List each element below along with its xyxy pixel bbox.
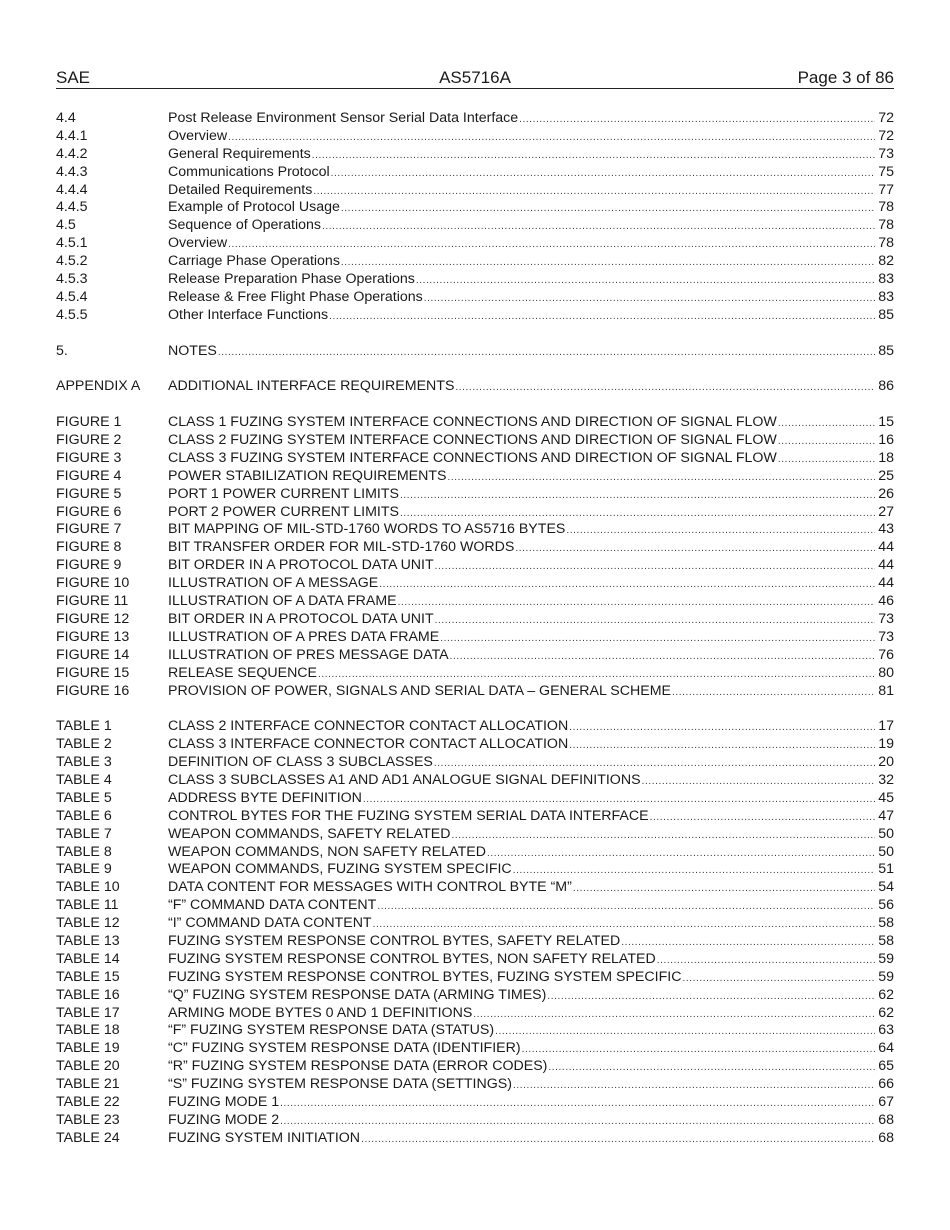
toc-entry-title: FUZING SYSTEM RESPONSE CONTROL BYTES, SAFETY RELATED <box>168 932 621 949</box>
toc-entry-title: “F” COMMAND DATA CONTENT <box>168 897 377 914</box>
dot-leader <box>331 165 875 183</box>
toc-entry-title: Sequence of Operations <box>168 217 322 234</box>
toc-entry-number: TABLE 21 <box>56 1076 120 1093</box>
toc-entry[interactable] <box>56 915 894 933</box>
toc-entry[interactable] <box>56 253 894 271</box>
toc-entry-number: TABLE 11 <box>56 897 119 914</box>
toc-entry[interactable] <box>56 826 894 844</box>
toc-entry-page: 78 <box>878 199 894 216</box>
toc-entry-page: 32 <box>878 771 894 788</box>
toc-entry-number: FIGURE 4 <box>56 467 122 484</box>
toc-entry-page: 59 <box>878 968 894 985</box>
toc-entry-number: FIGURE 16 <box>56 682 130 699</box>
toc-entry[interactable] <box>56 647 894 665</box>
toc-entry-number: FIGURE 9 <box>56 557 122 574</box>
toc-entry-number: TABLE 4 <box>56 771 112 788</box>
dot-leader <box>455 379 875 397</box>
toc-entry[interactable] <box>56 611 894 629</box>
toc-entry-page: 73 <box>878 610 894 627</box>
toc-entry-page: 82 <box>878 253 894 270</box>
toc-entry-title: DATA CONTENT FOR MESSAGES WITH CONTROL BYTE “M” <box>168 879 572 896</box>
dot-leader <box>569 737 875 755</box>
toc-entry-number: 4.4.2 <box>56 145 88 162</box>
toc-entry[interactable] <box>56 683 894 701</box>
dot-leader <box>341 200 875 218</box>
toc-entry[interactable] <box>56 289 894 307</box>
toc-entry-number: TABLE 7 <box>56 825 112 842</box>
toc-entry-page: 56 <box>878 897 894 914</box>
toc-entry[interactable] <box>56 1094 894 1112</box>
toc-entry[interactable] <box>56 933 894 951</box>
dot-leader <box>341 254 875 272</box>
toc-entry-page: 85 <box>878 306 894 323</box>
toc-entry-page: 45 <box>878 789 894 806</box>
toc-entry-page: 15 <box>878 414 894 431</box>
toc-entry[interactable] <box>56 879 894 897</box>
toc-entry[interactable] <box>56 128 894 146</box>
toc-entry[interactable] <box>56 146 894 164</box>
dot-leader <box>682 970 875 988</box>
toc-entry-page: 83 <box>878 271 894 288</box>
toc-entry-title: Overview <box>168 127 228 144</box>
toc-entry-title: “F” FUZING SYSTEM RESPONSE DATA (STATUS) <box>168 1022 495 1039</box>
toc-entry-title: PORT 1 POWER CURRENT LIMITS <box>168 485 399 502</box>
toc-entry-page: 44 <box>878 557 894 574</box>
dot-leader <box>416 272 875 290</box>
toc-entry-title: CLASS 2 FUZING SYSTEM INTERFACE CONNECTIONS AND DIRECTION OF SIGNAL FLOW <box>168 432 777 449</box>
toc-entry-number: TABLE 9 <box>56 861 112 878</box>
toc-entry-title: FUZING SYSTEM RESPONSE CONTROL BYTES, NON SAFETY RELATED <box>168 950 656 967</box>
toc-entry-page: 73 <box>878 628 894 645</box>
toc-entry[interactable] <box>56 307 894 325</box>
toc-entry[interactable] <box>56 1058 894 1076</box>
dot-leader <box>548 1059 875 1077</box>
dot-leader <box>440 630 875 648</box>
toc-entry-page: 68 <box>878 1111 894 1128</box>
toc-entry[interactable] <box>56 593 894 611</box>
toc-entry[interactable] <box>56 217 894 235</box>
toc-entry-number: 4.5.1 <box>56 235 88 252</box>
toc-entry[interactable] <box>56 1130 894 1148</box>
toc-entry-title: ILLUSTRATION OF A MESSAGE <box>168 575 379 592</box>
toc-entry-number: FIGURE 15 <box>56 664 130 681</box>
toc-entry[interactable] <box>56 665 894 683</box>
toc-entry-page: 85 <box>878 342 894 359</box>
toc-entry-page: 58 <box>878 932 894 949</box>
dot-leader <box>434 755 875 773</box>
toc-entry-page: 66 <box>878 1076 894 1093</box>
toc-entry[interactable] <box>56 164 894 182</box>
toc-entry-page: 63 <box>878 1022 894 1039</box>
dot-leader <box>473 1006 875 1024</box>
dot-leader <box>650 809 875 827</box>
dot-leader <box>312 147 875 165</box>
toc-entry[interactable] <box>56 378 894 396</box>
toc-entry-title: BIT TRANSFER ORDER FOR MIL-STD-1760 WORDS <box>168 539 515 556</box>
dot-leader <box>448 469 875 487</box>
toc-entry[interactable] <box>56 271 894 289</box>
toc-entry[interactable] <box>56 808 894 826</box>
toc-entry-title: CLASS 3 FUZING SYSTEM INTERFACE CONNECTIONS AND DIRECTION OF SIGNAL FLOW <box>168 449 777 466</box>
toc-entry[interactable] <box>56 1076 894 1094</box>
toc-entry-page: 20 <box>878 754 894 771</box>
toc-entry[interactable] <box>56 468 894 486</box>
toc-entry[interactable] <box>56 539 894 557</box>
toc-entry-title: “Q” FUZING SYSTEM RESPONSE DATA (ARMING TIMES) <box>168 986 547 1003</box>
toc-entry-number: TABLE 24 <box>56 1129 120 1146</box>
toc-entry-number: TABLE 3 <box>56 754 112 771</box>
toc-entry-page: 78 <box>878 217 894 234</box>
dot-leader <box>313 183 875 201</box>
toc-entry-title: Post Release Environment Sensor Serial Data Interface <box>168 110 519 126</box>
dot-leader <box>379 576 875 594</box>
toc-entry-number: TABLE 13 <box>56 932 120 949</box>
dot-leader <box>573 880 875 898</box>
toc-entry-page: 47 <box>878 807 894 824</box>
dot-leader <box>519 111 875 129</box>
toc-entry-number: TABLE 17 <box>56 1004 120 1021</box>
toc-entry[interactable] <box>56 182 894 200</box>
toc-entry[interactable] <box>56 790 894 808</box>
toc-entry-page: 18 <box>878 449 894 466</box>
toc-entry-number: TABLE 18 <box>56 1022 120 1039</box>
dot-leader <box>228 129 875 147</box>
toc-entry-title: WEAPON COMMANDS, SAFETY RELATED <box>168 825 451 842</box>
dot-leader <box>778 433 875 451</box>
toc-entry-number: FIGURE 7 <box>56 521 122 538</box>
header-page-number: Page 3 of 86 <box>797 68 894 87</box>
toc-entry-number: APPENDIX A <box>56 378 141 395</box>
toc-entry-number: 4.5.5 <box>56 306 88 323</box>
section-gap <box>56 700 894 718</box>
toc-entry[interactable] <box>56 1022 894 1040</box>
header-doc-number: AS5716A <box>439 68 511 87</box>
section-gap <box>56 360 894 378</box>
header-org: SAE <box>56 68 91 87</box>
toc-entry-page: 72 <box>878 127 894 144</box>
toc-entry-page: 44 <box>878 539 894 556</box>
dot-leader <box>569 719 875 737</box>
toc-entry-title: FUZING SYSTEM RESPONSE CONTROL BYTES, FUZING SYSTEM SPECIFIC <box>168 968 682 985</box>
dot-leader <box>435 612 875 630</box>
toc-entry-title: ARMING MODE BYTES 0 AND 1 DEFINITIONS <box>168 1004 473 1021</box>
toc-entry-title: Release & Free Flight Phase Operations <box>168 288 423 305</box>
dot-leader <box>400 505 875 523</box>
dot-leader <box>363 791 875 809</box>
dot-leader <box>451 827 875 845</box>
toc-entry-number: FIGURE 3 <box>56 449 122 466</box>
toc-entry-title: Example of Protocol Usage <box>168 199 340 216</box>
toc-entry-page: 19 <box>878 736 894 753</box>
toc-entry-number: TABLE 8 <box>56 843 112 860</box>
toc-entry-page: 67 <box>878 1093 894 1110</box>
dot-leader <box>228 236 875 254</box>
dot-leader <box>280 1113 875 1131</box>
dot-leader <box>778 415 875 433</box>
toc-entry[interactable] <box>56 629 894 647</box>
toc-entry[interactable] <box>56 235 894 253</box>
dot-leader <box>778 451 875 469</box>
toc-entry[interactable] <box>56 504 894 522</box>
toc-entry-number: FIGURE 12 <box>56 610 130 627</box>
toc-entry-title: BIT ORDER IN A PROTOCOL DATA UNIT <box>168 557 434 574</box>
toc-entry-title: ILLUSTRATION OF A DATA FRAME <box>168 593 397 610</box>
section-gap <box>56 396 894 414</box>
toc-entry-number: 4.5.2 <box>56 253 88 270</box>
toc-entry-number: TABLE 6 <box>56 807 112 824</box>
toc-entry-number: TABLE 5 <box>56 789 112 806</box>
toc-entry-title: RELEASE SEQUENCE <box>168 664 318 681</box>
toc-entry-title: ILLUSTRATION OF PRES MESSAGE DATA <box>168 646 449 663</box>
toc-entry-title: CONTROL BYTES FOR THE FUZING SYSTEM SERIAL DATA INTERFACE <box>168 807 649 824</box>
toc-entry-page: 65 <box>878 1058 894 1075</box>
dot-leader <box>218 344 875 362</box>
toc-entry[interactable] <box>56 199 894 217</box>
toc-entry-title: CLASS 2 INTERFACE CONNECTOR CONTACT ALLOCATION <box>168 718 569 735</box>
toc-entry-title: CLASS 3 INTERFACE CONNECTOR CONTACT ALLOCATION <box>168 736 569 753</box>
toc-entry-title: “S” FUZING SYSTEM RESPONSE DATA (SETTINGS) <box>168 1076 512 1093</box>
dot-leader <box>515 540 875 558</box>
toc-entry-page: 83 <box>878 288 894 305</box>
toc-entry-title: POWER STABILIZATION REQUIREMENTS <box>168 467 447 484</box>
toc-entry-title: FUZING MODE 1 <box>168 1093 280 1110</box>
toc-entry-page: 81 <box>878 682 894 699</box>
toc-entry-page: 76 <box>878 646 894 663</box>
toc-entry-page: 77 <box>878 181 894 198</box>
toc-entry-number: TABLE 14 <box>56 950 120 967</box>
toc-entry-page: 16 <box>878 432 894 449</box>
toc-entry-page: 86 <box>878 378 894 395</box>
toc-entry-number: TABLE 12 <box>56 915 120 932</box>
toc-entry-page: 54 <box>878 879 894 896</box>
toc-entry-title: “C” FUZING SYSTEM RESPONSE DATA (IDENTIFIER) <box>168 1040 521 1057</box>
toc-entry-page: 17 <box>878 718 894 735</box>
toc-entry-page: 73 <box>878 145 894 162</box>
toc-entry-number: 4.4.5 <box>56 199 88 216</box>
toc-entry[interactable] <box>56 1040 894 1058</box>
toc-entry-title: Other Interface Functions <box>168 306 329 323</box>
dot-leader <box>361 1131 875 1149</box>
page-header <box>56 66 894 89</box>
toc-entry[interactable] <box>56 575 894 593</box>
toc-entry-page: 62 <box>878 1004 894 1021</box>
toc-entry-title: Overview <box>168 235 228 252</box>
toc-entry[interactable] <box>56 450 894 468</box>
toc-entry-page: 27 <box>878 503 894 520</box>
toc-entry[interactable] <box>56 414 894 432</box>
toc-entry-title: BIT ORDER IN A PROTOCOL DATA UNIT <box>168 610 434 627</box>
section-gap <box>56 325 894 343</box>
toc-entry-title: ADDRESS BYTE DEFINITION <box>168 789 362 806</box>
toc-entry-number: 4.5.3 <box>56 271 88 288</box>
toc-entry[interactable] <box>56 951 894 969</box>
toc-entry[interactable] <box>56 754 894 772</box>
toc-entry-page: 62 <box>878 986 894 1003</box>
toc-entry-page: 59 <box>878 950 894 967</box>
toc-entry-number: TABLE 15 <box>56 968 120 985</box>
toc-entry-number: TABLE 1 <box>56 718 112 735</box>
dot-leader <box>424 290 875 308</box>
toc-entry-title: FUZING MODE 2 <box>168 1111 280 1128</box>
toc-entry-title: Detailed Requirements <box>168 181 313 198</box>
toc-entry[interactable] <box>56 772 894 790</box>
dot-leader <box>487 845 875 863</box>
toc-entry-title: Carriage Phase Operations <box>168 253 340 270</box>
toc-entry-number: FIGURE 6 <box>56 503 122 520</box>
toc-entry-title: NOTES <box>168 342 217 359</box>
toc-entry-title: WEAPON COMMANDS, NON SAFETY RELATED <box>168 843 486 860</box>
toc-entry[interactable] <box>56 844 894 862</box>
dot-leader <box>495 1023 875 1041</box>
toc-entry-number: 5. <box>56 342 68 359</box>
toc-entry-page: 43 <box>878 521 894 538</box>
dot-leader <box>329 308 875 326</box>
dot-leader <box>672 684 875 702</box>
toc-entry-title: BIT MAPPING OF MIL-STD-1760 WORDS TO AS5716 BYTES <box>168 521 566 538</box>
toc-entry-title: Release Preparation Phase Operations <box>168 271 415 288</box>
toc-entry-title: DEFINITION OF CLASS 3 SUBCLASSES <box>168 754 433 771</box>
dot-leader <box>657 952 875 970</box>
dot-leader <box>318 666 875 684</box>
dot-leader <box>373 916 875 934</box>
toc-entry-title: FUZING SYSTEM INITIATION <box>168 1129 361 1146</box>
toc-entry-title: Communications Protocol <box>168 163 330 180</box>
toc-entry-number: TABLE 19 <box>56 1040 120 1057</box>
toc-entry-page: 44 <box>878 575 894 592</box>
toc-entry-number: FIGURE 5 <box>56 485 122 502</box>
toc-entry-page: 26 <box>878 485 894 502</box>
toc-entry-title: ADDITIONAL INTERFACE REQUIREMENTS <box>168 378 455 395</box>
dot-leader <box>322 218 875 236</box>
toc-entry-number: TABLE 16 <box>56 986 120 1003</box>
toc-entry-page: 50 <box>878 843 894 860</box>
toc-entry-number: FIGURE 13 <box>56 628 130 645</box>
toc-entry[interactable] <box>56 343 894 361</box>
toc-entry-number: TABLE 2 <box>56 736 112 753</box>
toc-entry[interactable] <box>56 432 894 450</box>
dot-leader <box>398 594 875 612</box>
toc-entry-number: FIGURE 8 <box>56 539 122 556</box>
dot-leader <box>400 487 875 505</box>
toc-entry[interactable] <box>56 557 894 575</box>
toc-entry[interactable] <box>56 1005 894 1023</box>
toc-entry[interactable] <box>56 861 894 879</box>
toc-entry-title: ILLUSTRATION OF A PRES DATA FRAME <box>168 628 440 645</box>
toc-entry[interactable] <box>56 110 894 128</box>
toc-entry-number: 4.4 <box>56 110 76 126</box>
toc-entry-page: 72 <box>878 110 894 126</box>
toc-entry-number: 4.4.1 <box>56 127 88 144</box>
toc-entry[interactable] <box>56 718 894 736</box>
dot-leader <box>513 1077 875 1095</box>
toc-entry[interactable] <box>56 987 894 1005</box>
dot-leader <box>513 862 875 880</box>
toc-entry-page: 64 <box>878 1040 894 1057</box>
toc-entry-title: PORT 2 POWER CURRENT LIMITS <box>168 503 399 520</box>
toc-entry-number: FIGURE 2 <box>56 432 122 449</box>
dot-leader <box>435 558 875 576</box>
toc-entry-number: FIGURE 11 <box>56 593 129 610</box>
toc-entry-page: 50 <box>878 825 894 842</box>
toc-entry-number: FIGURE 1 <box>56 414 122 431</box>
table-of-contents <box>56 110 894 1148</box>
toc-entry-page: 25 <box>878 467 894 484</box>
toc-entry-title: WEAPON COMMANDS, FUZING SYSTEM SPECIFIC <box>168 861 512 878</box>
toc-entry-title: CLASS 3 SUBCLASSES A1 AND AD1 ANALOGUE SIGNAL DEFINITIONS <box>168 771 641 788</box>
toc-entry-page: 68 <box>878 1129 894 1146</box>
toc-entry-page: 51 <box>878 861 894 878</box>
toc-entry-page: 58 <box>878 915 894 932</box>
toc-entry-title: CLASS 1 FUZING SYSTEM INTERFACE CONNECTIONS AND DIRECTION OF SIGNAL FLOW <box>168 414 777 431</box>
dot-leader <box>642 773 875 791</box>
toc-entry-page: 78 <box>878 235 894 252</box>
toc-entry[interactable] <box>56 521 894 539</box>
dot-leader <box>547 988 875 1006</box>
dot-leader <box>450 648 875 666</box>
toc-entry-number: TABLE 20 <box>56 1058 120 1075</box>
dot-leader <box>566 522 875 540</box>
toc-entry-page: 46 <box>878 593 894 610</box>
toc-entry-title: PROVISION OF POWER, SIGNALS AND SERIAL DATA – GENERAL SCHEME <box>168 682 671 699</box>
toc-entry-number: TABLE 22 <box>56 1093 120 1110</box>
toc-entry-number: FIGURE 14 <box>56 646 130 663</box>
toc-entry-title: General Requirements <box>168 145 311 162</box>
toc-entry[interactable] <box>56 486 894 504</box>
toc-entry-page: 75 <box>878 163 894 180</box>
toc-entry-title: “I” COMMAND DATA CONTENT <box>168 915 372 932</box>
dot-leader <box>377 898 875 916</box>
toc-entry-number: TABLE 10 <box>56 879 120 896</box>
dot-leader <box>280 1095 875 1113</box>
toc-entry[interactable] <box>56 897 894 915</box>
toc-entry[interactable] <box>56 1112 894 1130</box>
dot-leader <box>621 934 875 952</box>
toc-entry-number: 4.5.4 <box>56 288 88 305</box>
toc-entry-number: 4.4.4 <box>56 181 88 198</box>
toc-entry[interactable] <box>56 736 894 754</box>
toc-entry-number: TABLE 23 <box>56 1111 120 1128</box>
toc-entry-number: 4.5 <box>56 217 76 234</box>
dot-leader <box>522 1041 875 1059</box>
toc-entry-number: 4.4.3 <box>56 163 88 180</box>
toc-entry-number: FIGURE 10 <box>56 575 130 592</box>
toc-entry-page: 80 <box>878 664 894 681</box>
toc-entry-title: “R” FUZING SYSTEM RESPONSE DATA (ERROR CODES) <box>168 1058 548 1075</box>
toc-entry[interactable] <box>56 969 894 987</box>
